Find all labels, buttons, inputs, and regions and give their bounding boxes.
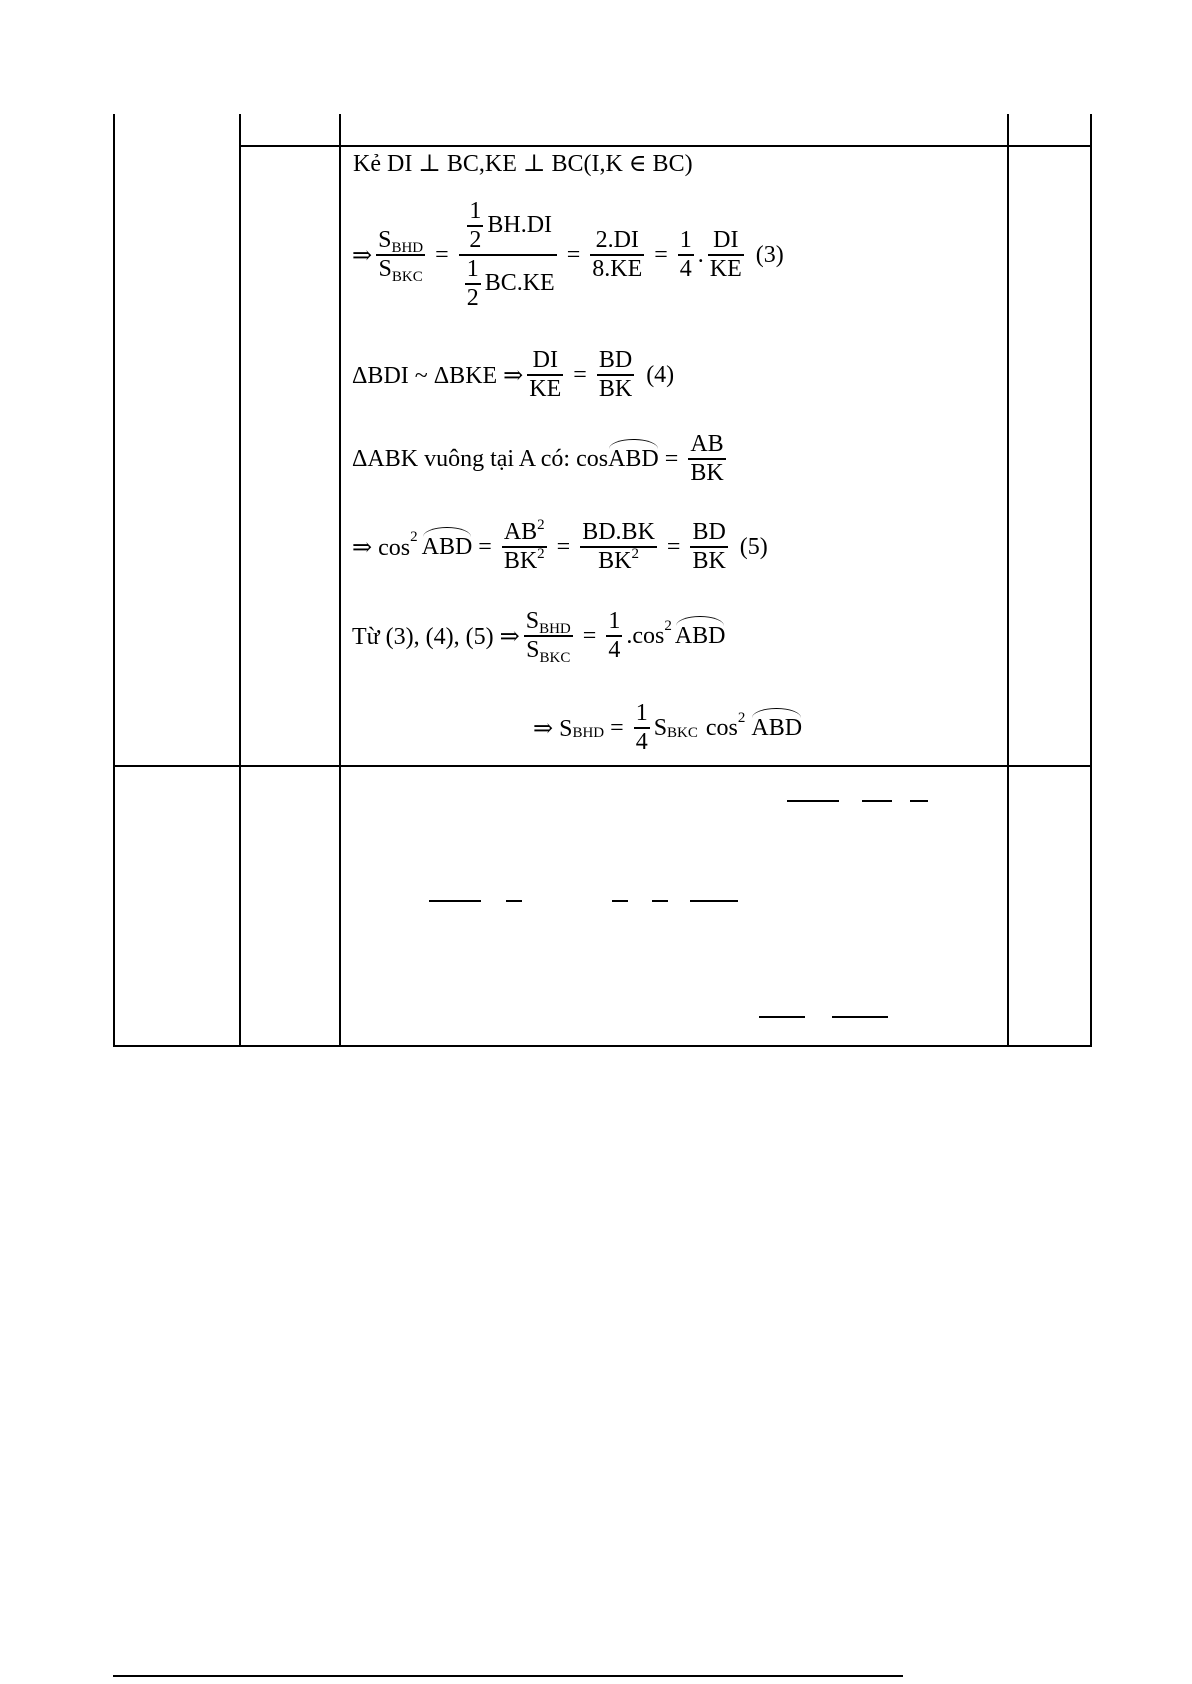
equation-tag-5: (5) bbox=[739, 533, 768, 560]
angle-abd: ABD bbox=[674, 622, 726, 649]
area-ratio-fraction: $\frac{S_{BHD}}{S_{BKC}}$ bbox=[378, 226, 424, 285]
fraction-bar-fragment bbox=[910, 800, 928, 802]
equation-5: ⇒ cos 2 ABD = $\frac{AB^2}{BK^2}$ = $\frac{BD.BK}{BK^2}$ = $\frac{BD}{BK}$ (5) bbox=[352, 516, 768, 574]
implies-symbol: ⇒ bbox=[352, 242, 373, 269]
one-quarter-fraction: $\frac{1}{4}$ bbox=[679, 226, 692, 282]
equation-4: ΔBDI ~ ΔBKE ⇒ $\frac{DI}{KE}$ = $\frac{BD}{BK}$ (4) bbox=[352, 346, 675, 402]
fraction-bar-fragment bbox=[612, 900, 628, 902]
construction-statement: Kẻ DI ⊥ BC,KE ⊥ BC(I,K ∈ BC) bbox=[353, 151, 693, 177]
fraction-bar-fragment bbox=[652, 900, 668, 902]
cosine-equation: ΔABK vuông tại A có: cos ABD = $\frac{AB}{BK}$ bbox=[352, 430, 724, 486]
fraction-bar-fragment bbox=[787, 800, 839, 802]
area-ratio-fraction: $\frac{S_{BHD}}{S_{BKC}}$ bbox=[525, 607, 571, 666]
di-over-ke-fraction: $\frac{DI}{KE}$ bbox=[529, 346, 562, 402]
bd-over-bk-fraction: $\frac{BD}{BK}$ bbox=[598, 346, 633, 402]
equation-tag-4: (4) bbox=[646, 361, 675, 388]
fraction-bar-fragment bbox=[759, 1016, 805, 1018]
equation-3: ⇒ $\frac{S_{BHD}}{S_{BKC}}$ = $\frac{1}{2}$ BH.DI $\frac{1}{2}$ BC.KE = $\frac{2.DI}{8.KE}$ = $\frac{1}{4}$ . $\frac{DI}{KE}$ (3) bbox=[352, 197, 784, 311]
angle-abd: ABD bbox=[421, 533, 473, 560]
table-border-right bbox=[1090, 114, 1092, 1047]
equation-tag-3: (3) bbox=[755, 241, 784, 268]
footer-rule bbox=[113, 1675, 903, 1677]
half-product-fraction: $\frac{1}{2}$ BH.DI $\frac{1}{2}$ BC.KE bbox=[459, 198, 557, 313]
fraction-bar-fragment bbox=[429, 900, 481, 902]
fraction-bar-fragment bbox=[862, 800, 892, 802]
ab-squared-fraction: $\frac{AB^2}{BK^2}$ bbox=[503, 516, 545, 574]
di-over-ke-fraction: $\frac{DI}{KE}$ bbox=[709, 226, 742, 282]
fraction-bar-fragment bbox=[832, 1016, 888, 1018]
table-column-divider bbox=[239, 114, 241, 1047]
one-quarter-fraction: $\frac{1}{4}$ bbox=[635, 699, 648, 755]
angle-abd: ABD bbox=[751, 714, 803, 741]
bd-bk-fraction: $\frac{BD.BK}{BK^2}$ bbox=[582, 518, 655, 574]
table-column-divider bbox=[339, 114, 341, 1047]
table-border-left bbox=[113, 114, 115, 1047]
di-ke-scaled-fraction: $\frac{2.DI}{8.KE}$ bbox=[592, 226, 643, 282]
final-equation: ⇒ S BHD = $\frac{1}{4}$ S BKC cos 2 ABD bbox=[533, 699, 803, 755]
fraction-bar-fragment bbox=[506, 900, 522, 902]
angle-abd: ABD bbox=[608, 445, 659, 472]
fraction-bar-fragment bbox=[690, 900, 738, 902]
ab-over-bk-fraction: $\frac{AB}{BK}$ bbox=[690, 430, 724, 486]
table-row-divider bbox=[239, 145, 1091, 147]
conclusion-equation: Từ (3), (4), (5) ⇒ $\frac{S_{BHD}}{S_{BKC}}$ = $\frac{1}{4}$ .cos 2 ABD bbox=[352, 607, 726, 666]
one-quarter-fraction: $\frac{1}{4}$ bbox=[608, 607, 621, 663]
table-column-divider bbox=[1007, 114, 1009, 1047]
table-border-bottom bbox=[113, 1045, 1091, 1047]
bd-over-bk-fraction: $\frac{BD}{BK}$ bbox=[692, 518, 726, 574]
